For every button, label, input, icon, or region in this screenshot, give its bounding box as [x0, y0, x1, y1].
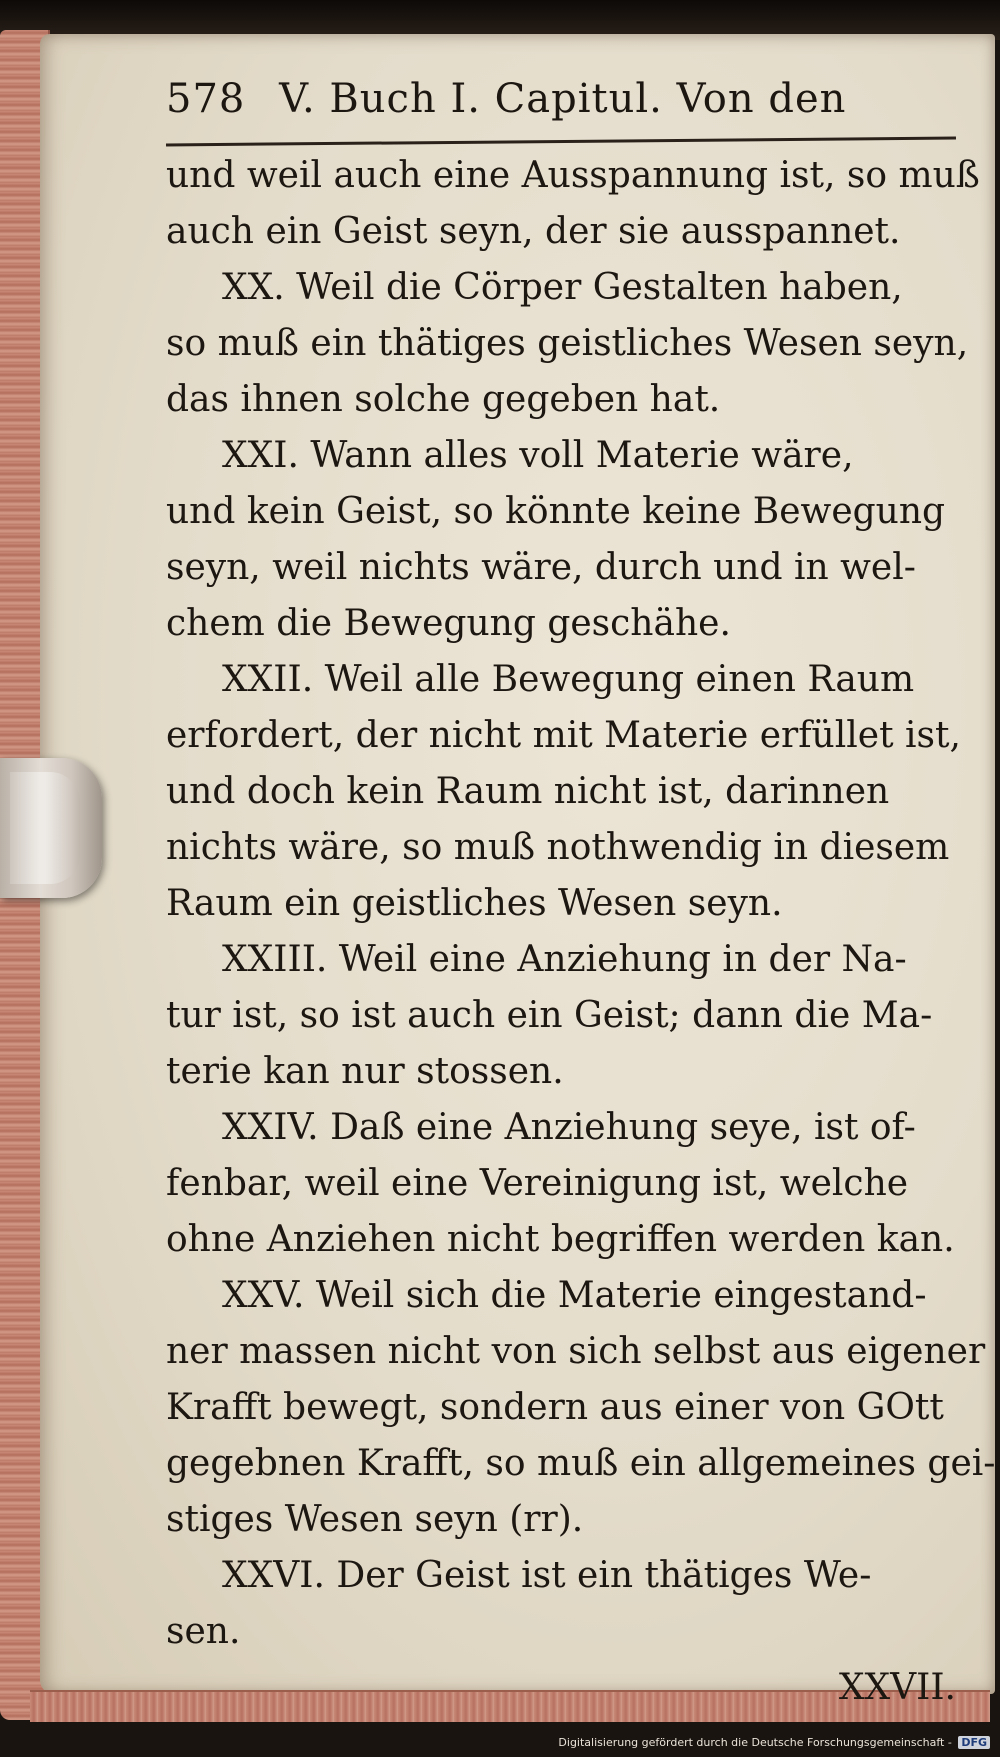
credit-text: Digitalisierung gefördert durch die Deutsche Forschungsgemeinschaft - — [558, 1736, 952, 1749]
text-line: so muß ein thätiges geistliches Wesen seyn, — [166, 323, 969, 364]
text-line: und weil auch eine Ausspannung ist, so muß — [166, 155, 980, 196]
text-line: XXI. Wann alles voll Materie wäre, — [222, 435, 854, 476]
text-line: XXVI. Der Geist ist ein thätiges We- — [222, 1555, 872, 1596]
text-line: ner massen nicht von sich selbst aus eigener — [166, 1331, 986, 1372]
text-line: tur ist, so ist auch ein Geist; dann die Ma- — [166, 995, 933, 1036]
text-line: XXIV. Daß eine Anziehung seye, ist of- — [222, 1107, 916, 1148]
running-title: V. Buch I. Capitul. Von den — [279, 76, 847, 122]
page-number: 578 — [166, 76, 246, 122]
text-line: erfordert, der nicht mit Materie erfüllet ist, — [166, 715, 961, 756]
text-line: das ihnen solche gegeben hat. — [166, 379, 721, 420]
catchword: XXVII. — [838, 1667, 956, 1708]
text-line: ohne Anziehen nicht begriffen werden kan. — [166, 1219, 955, 1260]
digitization-credit — [558, 1736, 990, 1749]
text-line: stiges Wesen seyn (rr). — [166, 1499, 584, 1540]
text-line: auch ein Geist seyn, der sie ausspannet. — [166, 211, 901, 252]
text-line: seyn, weil nichts wäre, durch und in wel- — [166, 547, 916, 588]
text-line: XX. Weil die Cörper Gestalten haben, — [222, 267, 903, 308]
text-line: XXIII. Weil eine Anziehung in der Na- — [222, 939, 907, 980]
text-line: und doch kein Raum nicht ist, darinnen — [166, 771, 890, 812]
book-clasp — [0, 758, 102, 898]
text-line: Raum ein geistliches Wesen seyn. — [166, 883, 783, 924]
running-head — [166, 76, 926, 132]
text-line: nichts wäre, so muß nothwendig in diesem — [166, 827, 950, 868]
text-line: sen. — [166, 1611, 241, 1652]
text-line: und kein Geist, so könnte keine Bewegung — [166, 491, 946, 532]
text-line: chem die Bewegung geschähe. — [166, 603, 731, 644]
text-line: XXV. Weil sich die Materie eingestand- — [222, 1275, 927, 1316]
text-line: terie kan nur stossen. — [166, 1051, 564, 1092]
text-line: Krafft bewegt, sondern aus einer von GOtt — [166, 1387, 944, 1428]
text-line: fenbar, weil eine Vereinigung ist, welche — [166, 1163, 909, 1204]
dfg-logo: DFG — [958, 1736, 990, 1749]
text-line: gegebnen Krafft, so muß ein allgemeines gei- — [166, 1443, 996, 1484]
body-text — [166, 148, 996, 1716]
text-line: XXII. Weil alle Bewegung einen Raum — [222, 659, 915, 700]
